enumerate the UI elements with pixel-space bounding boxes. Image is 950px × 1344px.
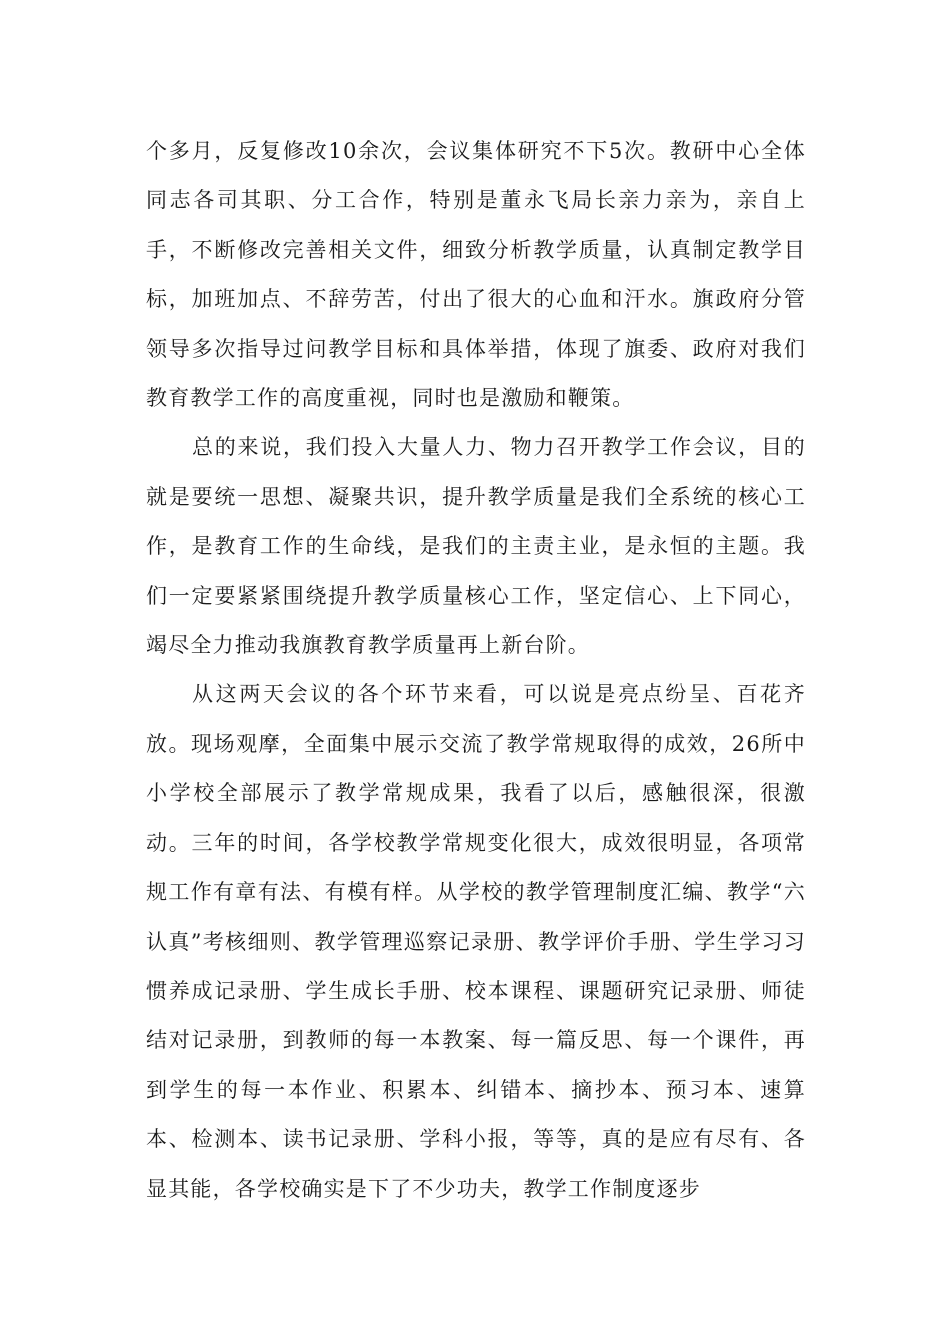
body-text (146, 127, 806, 1214)
paragraph-meeting-highlights: 从这两天会议的各个环节来看，可以说是亮点纷呈、百花齐放。现场观摩，全面集中展示交流了教学常规取得的成效，26所中小学校全部展示了教学常规成果，我看了以后，感触很深，很激动。三年的时间，各学校教学常规变化很大，成效很明显，各项常规工作有章有法、有模有样。从学校的教学管理制度汇编、教学“六认真”考核细则、教学管理巡察记录册、教学评价手册、学生学习习惯养成记录册、学生成长手册、校本课程、课题研究记录册、师徒结对记录册，到教师的每一本教案、每一篇反思、每一个课件，再到学生的每一本作业、积累本、纠错本、摘抄本、预习本、速算本、检测本、读书记录册、学科小报，等等，真的是应有尽有、各显其能，各学校确实是下了不少功夫，教学工作制度逐步 (146, 682, 806, 1201)
paragraph-continued: 个多月，反复修改10余次，会议集体研究不下5次。教研中心全体同志各司其职、分工合作，特别是董永飞局长亲力亲为，亲自上手，不断修改完善相关文件，细致分析教学质量，认真制定教学目标，加班加点、不辞劳苦，付出了很大的心血和汗水。旗政府分管领导多次指导过问教学目标和具体举措，体现了旗委、政府对我们教育教学工作的高度重视，同时也是激励和鞭策。 (146, 139, 806, 411)
paragraph-summary: 总的来说，我们投入大量人力、物力召开教学工作会议，目的就是要统一思想、凝聚共识，提升教学质量是我们全系统的核心工作，是教育工作的生命线，是我们的主责主业，是永恒的主题。我们一定要紧紧围绕提升教学质量核心工作，坚定信心、上下同心，竭尽全力推动我旗教育教学质量再上新台阶。 (146, 435, 806, 658)
